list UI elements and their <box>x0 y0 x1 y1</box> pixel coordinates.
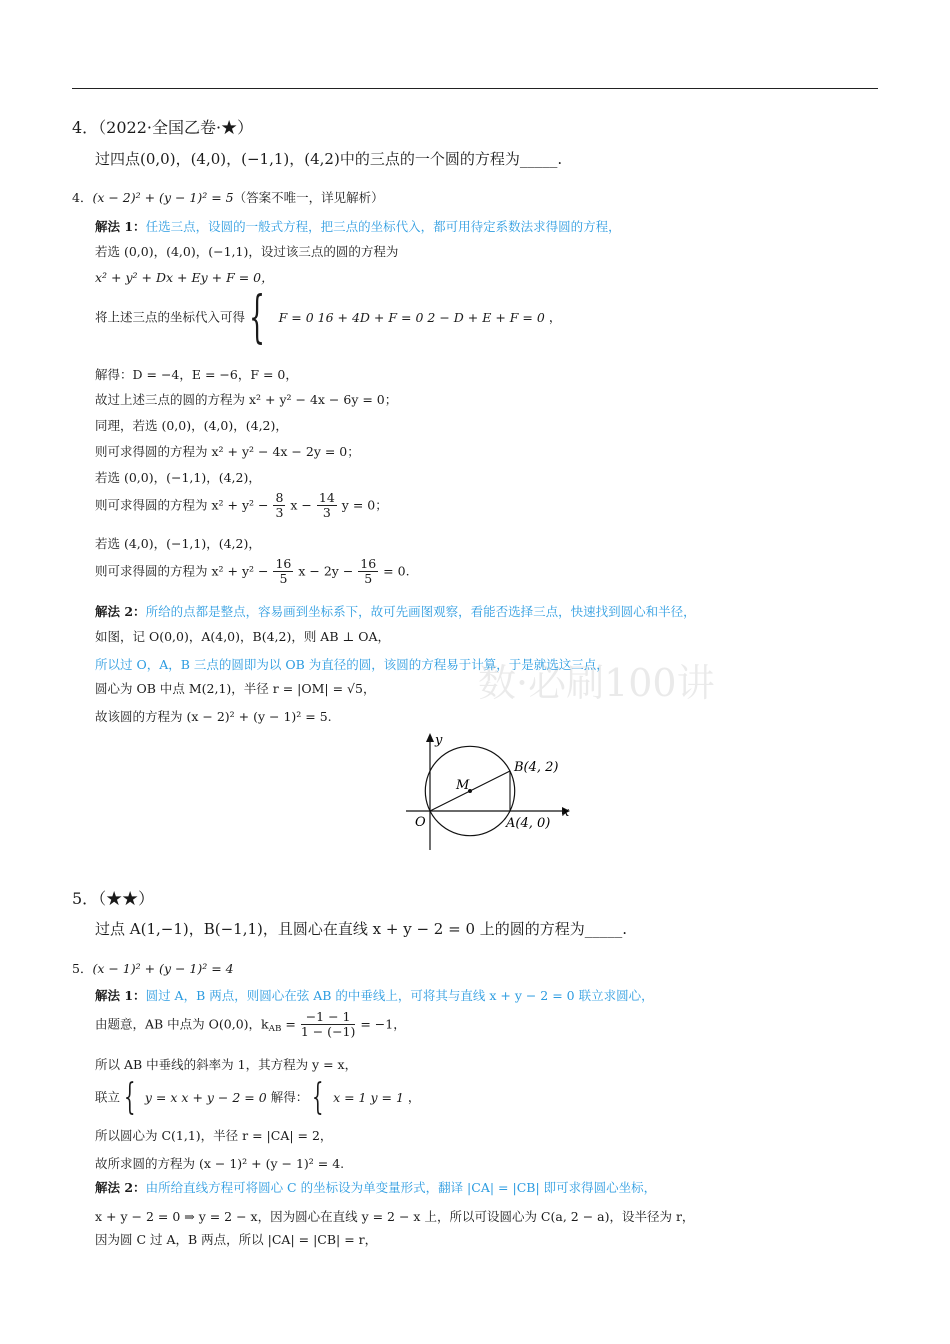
answer4-line5: 故过上述三点的圆的方程为 x² + y² − 4x − 6y = 0； <box>95 392 398 407</box>
answer4-m2-line4: 故该圆的方程为 (x − 2)² + (y − 1)² = 5. <box>95 709 332 724</box>
problem5-header: 5．（★★） <box>72 889 155 908</box>
origin-label: O <box>415 815 426 830</box>
answer4-method1-hint: 解法 1：任选三点，设圆的一般式方程，把三点的坐标代入，都可用待定系数法求得圆的方程， <box>95 219 621 234</box>
answer4-line1: 若选 (0,0)，(4,0)，(−1,1)，设过该三点的圆的方程为 <box>95 244 399 259</box>
equation-system: x = 1 y = 1 <box>333 1089 404 1105</box>
fraction: $\frac{16}{5}$ <box>360 556 377 587</box>
answer4-line2: x² + y² + Dx + Ey + F = 0， <box>95 270 274 285</box>
header-rule <box>72 88 878 89</box>
answer5-m2-line1: x + y − 2 = 0 ⇒ y = 2 − x，因为圆心在直线 y = 2 − x 上，所以可设圆心为 C(a, 2 − a)，设半径为 r， <box>95 1209 695 1224</box>
fraction: $\frac{8}{3}$ <box>275 490 284 521</box>
answer5-result: 5．(x − 1)² + (y − 1)² = 4 <box>72 961 234 976</box>
equation-system: y = x x + y − 2 = 0 <box>144 1089 267 1105</box>
problem4-header: 4．（2022·全国乙卷·★） <box>72 118 254 137</box>
answer5-line5: 故所求圆的方程为 (x − 1)² + (y − 1)² = 4. <box>95 1156 345 1171</box>
answer4-system-line: 将上述三点的坐标代入可得 { F = 0 16 + 4D + F = 0 2 − D + E + F = 0 ， <box>95 285 562 350</box>
answer4-line9: 则可求得圆的方程为 x² + y² − $\frac{8}{3}$ x − $\frac{14}{3}$ y = 0； <box>95 490 388 521</box>
answer5-line2: 所以 AB 中垂线的斜率为 1，其方程为 y = x， <box>95 1057 358 1072</box>
answer4-line7: 则可求得圆的方程为 x² + y² − 4x − 2y = 0； <box>95 444 360 459</box>
left-brace: { <box>249 285 266 350</box>
answer4-result: 4．(x − 2)² + (y − 1)² = 5（答案不唯一，详见解析） <box>72 190 384 205</box>
answer4-m2-line2: 所以过 O，A，B 三点的圆即为以 OB 为直径的圆，该圆的方程易于计算，于是就选这三点， <box>95 657 609 672</box>
fraction: $\frac{-1 - 1}{1 - (-1)}$ <box>300 1009 356 1040</box>
answer4-line6: 同理，若选 (0,0)，(4,0)，(4,2)， <box>95 418 288 433</box>
problem4-stem: 过四点(0,0)，(4,0)，(−1,1)，(4,2)中的三点的一个圆的方程为_____. <box>95 150 563 168</box>
answer-blank: _____ <box>584 920 623 938</box>
problem5-stem: 过点 A(1,−1)，B(−1,1)，且圆心在直线 x + y − 2 = 0 上的圆的方程为_____. <box>95 920 628 938</box>
watermark: 数·必刷100讲 <box>478 661 715 705</box>
y-axis-label: y <box>435 733 443 748</box>
answer5-line4: 所以圆心为 C(1,1)，半径 r = |CA| = 2， <box>95 1128 333 1143</box>
point-a-label: A(4, 0) <box>506 816 551 831</box>
answer4-m2-line1: 如图，记 O(0,0)，A(4,0)，B(4,2)，则 AB ⊥ OA， <box>95 629 390 644</box>
answer4-line11: 则可求得圆的方程为 x² + y² − $\frac{16}{5}$ x − 2y − $\frac{16}{5}$ = 0. <box>95 556 410 587</box>
answer5-m2-line2: 因为圆 C 过 A，B 两点，所以 |CA| = |CB| = r， <box>95 1232 378 1247</box>
fraction: $\frac{16}{5}$ <box>275 556 292 587</box>
fraction: $\frac{14}{3}$ <box>318 490 335 521</box>
midpoint-label: M <box>456 778 470 793</box>
x-axis-label: x <box>562 805 570 820</box>
answer4-line4: 解得：D = −4，E = −6，F = 0， <box>95 367 298 382</box>
answer5-method1-hint: 解法 1：圆过 A，B 两点，则圆心在弦 AB 的中垂线上，可将其与直线 x + y − 2 = 0 联立求圆心， <box>95 988 654 1003</box>
point-b-label: B(4, 2) <box>514 760 559 775</box>
answer4-line8: 若选 (0,0)，(−1,1)，(4,2)， <box>95 470 261 485</box>
answer5-line3: 联立 { y = x x + y − 2 = 0 解得： { x = 1 y = 1 ， <box>95 1077 421 1118</box>
y-axis-arrow <box>426 733 434 742</box>
answer-blank: _____ <box>519 150 558 168</box>
left-brace: { <box>312 1077 324 1118</box>
circle-figure <box>400 728 580 856</box>
answer4-method2-hint: 解法 2：所给的点都是整点，容易画到坐标系下，故可先画图观察，看能否选择三点，快速找到圆心和半径， <box>95 604 696 619</box>
answer4-m2-line3: 圆心为 OB 中点 M(2,1)，半径 r = |OM| = √5， <box>95 681 376 696</box>
answer5-method2-hint: 解法 2：由所给直线方程可将圆心 C 的坐标设为单变量形式，翻译 |CA| = |CB| 即可求得圆心坐标， <box>95 1180 657 1195</box>
equation-system: F = 0 16 + 4D + F = 0 2 − D + E + F = 0 <box>278 310 545 326</box>
answer5-line1: 由题意，AB 中点为 O(0,0)，$k_{AB}$ = $\frac{-1 - 1}{1 - (-1)}$ = −1， <box>95 1009 406 1040</box>
answer4-line10: 若选 (4,0)，(−1,1)，(4,2)， <box>95 536 261 551</box>
left-brace: { <box>124 1077 136 1118</box>
